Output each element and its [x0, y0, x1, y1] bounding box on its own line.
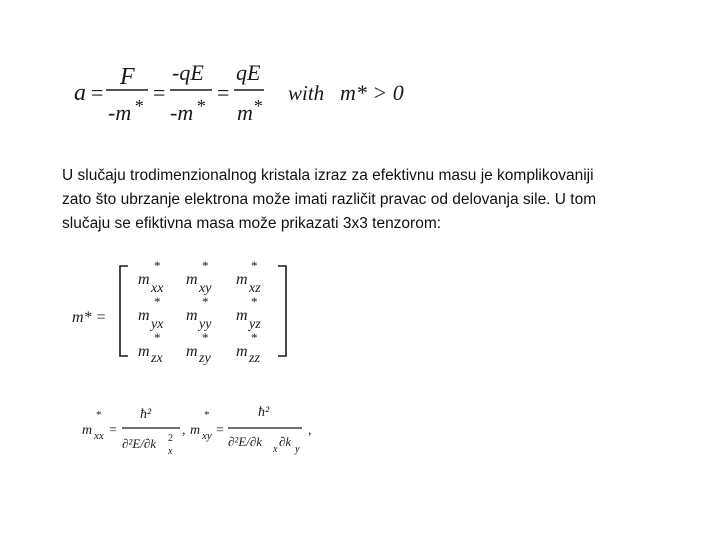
element-m: m [138, 343, 150, 360]
star: * [202, 258, 209, 273]
symbol-a: a [74, 80, 86, 106]
star: * [134, 96, 143, 116]
body-paragraph [62, 164, 662, 236]
subscript: yz [249, 317, 261, 332]
element-m: m [236, 343, 248, 360]
subscript: xy [202, 430, 212, 442]
star: * [154, 258, 161, 273]
subscript: y [295, 444, 300, 455]
subscript: yy [199, 317, 212, 332]
element-m: m [236, 271, 248, 288]
denominator-m: -m [108, 100, 132, 125]
mass-components-equation [76, 396, 336, 466]
left-bracket [120, 266, 128, 356]
equals-sign: = [216, 423, 224, 438]
denominator-m: -m [170, 100, 194, 125]
star: * [251, 330, 258, 345]
subscript: xx [151, 281, 164, 296]
numerator-F: F [120, 64, 135, 90]
mass-tensor-equation [66, 256, 306, 368]
comma: , [308, 423, 312, 438]
subscript: zy [199, 351, 211, 366]
word-with: with [288, 81, 325, 105]
equals-sign: = [109, 423, 117, 438]
numerator-hbar2: ħ² [140, 407, 152, 422]
paragraph-line: U slučaju trodimenzionalnog kristala izraz za efektivnu masu je komplikovaniji [62, 167, 594, 184]
right-bracket [278, 266, 286, 356]
star: * [196, 96, 205, 116]
equals-sign: = [153, 80, 166, 105]
star: * [253, 96, 262, 116]
symbol-m: m [82, 423, 93, 438]
element-m: m [138, 271, 150, 288]
star: * [202, 330, 209, 345]
subscript: xz [249, 281, 261, 296]
star: * [204, 409, 210, 421]
symbol-m: m [190, 423, 201, 438]
star: * [251, 258, 258, 273]
element-m: m [236, 307, 248, 324]
denominator-m: m [237, 100, 253, 125]
comma: , [182, 423, 186, 438]
superscript: 2 [168, 433, 173, 444]
tensor-lhs: m* = [72, 309, 107, 326]
star: * [96, 409, 102, 421]
star: * [202, 294, 209, 309]
subscript: x [168, 446, 173, 457]
numerator-hbar2: ħ² [258, 405, 270, 420]
paragraph-line: slučaju se efiktivna masa može prikazati 3x3 tenzorom: [62, 215, 442, 232]
acceleration-equation [60, 50, 420, 130]
condition: m* > 0 [340, 80, 404, 105]
subscript: xx [94, 430, 104, 442]
numerator-qE: -qE [172, 60, 204, 85]
element-m: m [186, 343, 198, 360]
equals-sign: = [217, 80, 230, 105]
equals-sign: = [91, 80, 104, 105]
subscript: zx [151, 351, 163, 366]
denominator: ∂²E/∂k [228, 434, 263, 449]
denominator-part: ∂k [279, 434, 292, 449]
denominator: ∂²E/∂k [122, 436, 157, 451]
subscript: yx [151, 317, 164, 332]
paragraph-line: zato što ubrzanje elektrona može imati različit pravac od delovanja sile. U tom [62, 191, 597, 208]
element-m: m [186, 271, 198, 288]
subscript: x [273, 444, 278, 455]
star: * [154, 294, 161, 309]
element-m: m [186, 307, 198, 324]
star: * [251, 294, 258, 309]
element-m: m [138, 307, 150, 324]
numerator-qE: qE [236, 60, 261, 85]
subscript: xy [199, 281, 212, 296]
subscript: zz [249, 351, 260, 366]
star: * [154, 330, 161, 345]
